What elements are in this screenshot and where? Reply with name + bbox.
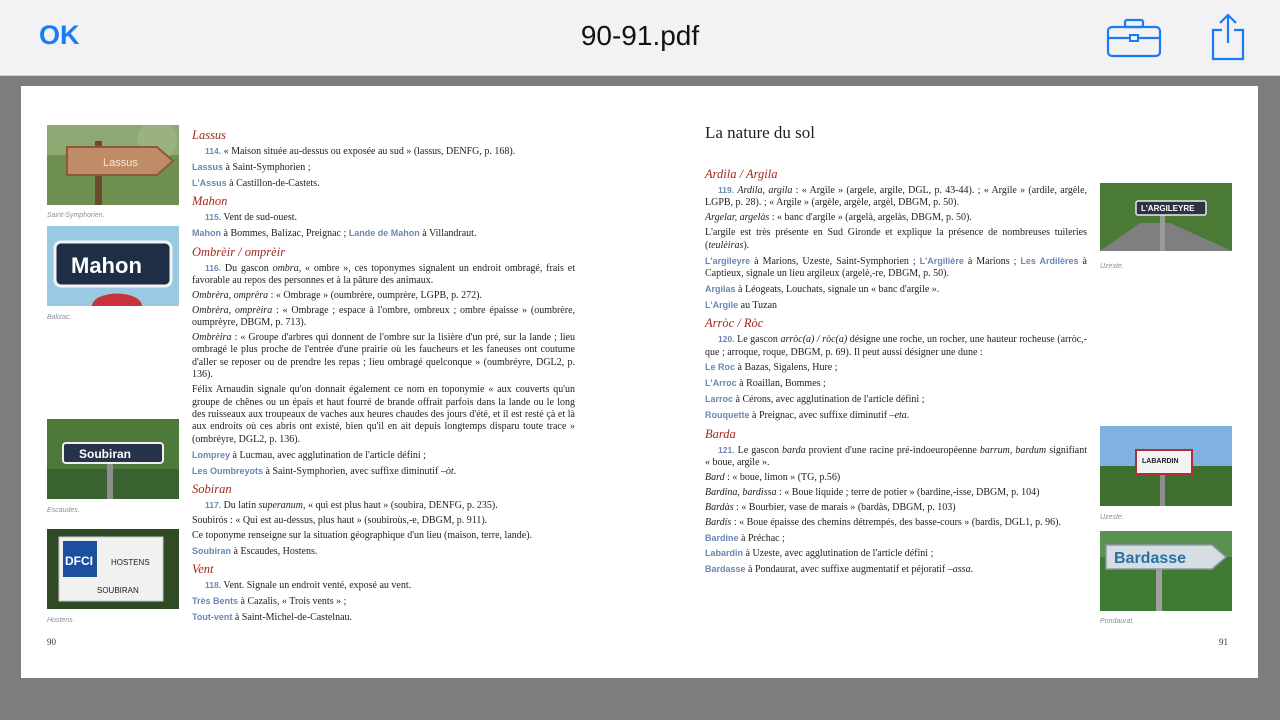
place-name: L'Argile [705,299,739,310]
entry-heading: Ombrèir / omprèir [192,244,286,259]
caption: Saint-Symphorien. [47,212,105,219]
place-name: Bardine [705,532,739,543]
entry-paragraph [192,177,575,190]
place-name: Rouquette [705,410,750,421]
page-number-left: 90 [47,637,56,647]
sign-text-lassus: Lassus [103,157,138,169]
photo-lassus-sign [47,125,179,205]
entry-paragraph [705,184,1087,210]
text-run: . [453,465,457,477]
entry-heading: Vent [192,562,214,577]
sign-text-mahon: Mahon [71,253,142,278]
entry-number: 118. [205,580,222,591]
text-run: Du gascon [221,262,273,274]
text-run: à Captieux, signale un lieu argileux (argelè,-re, DBGM, p. 50). [705,255,1087,279]
place-name: Tout-vent [192,611,233,622]
text-run: , « qui est plus haut » (soubira, DENFG, p. 235). [303,500,498,512]
text-run: Félix Arnaudin signale qu'on donnait également ce nom en toponymie « aux couverts qu'un groupe de chênes ou un épais et haut fourré de brande offrait parfois dans la lande ou le long des ruisseaux aux troupeaux de vaches aux heures chaudes des jours d'été, et il est resté çà et là aux endroits où ces abris ont existé, bien qu'il en ait depuis longtemps disparu toute trace » (ombréyre, DGL2, p. 136). [192,384,575,445]
entry-paragraph [705,487,1087,499]
text-run: Ombrèra, omprèira [192,304,273,316]
ok-button[interactable]: OK [39,20,80,50]
entry-heading: Ardila / Argila [705,167,778,181]
entry-paragraph [705,393,1087,406]
entry-paragraph [192,161,575,174]
text-run: à Uzeste, avec agglutination de l'article défini ; [743,548,934,560]
text-run: Ardila, argila [737,185,793,196]
entry-heading: Lassus [192,128,227,142]
place-name: Soubiran [192,545,232,556]
entry-paragraph [705,444,1087,470]
text-run: à Roaillan, Bommes ; [736,378,826,390]
entry-paragraph [192,611,575,624]
entry-paragraph [705,547,1087,560]
entry-paragraph [705,532,1087,545]
text-run: . [970,564,974,576]
place-name: Bardasse [705,564,746,575]
text-run: : « Bourbier, vase de marais » (bardàs, DBGM, p. 103) [733,501,956,513]
text-run: Ombrèra, omprèra [192,289,269,301]
left-text-column [192,124,575,627]
entry-paragraph [192,499,575,512]
text-run: Argelar, argelàs [705,212,770,224]
text-run: : « Argile » (argele, argile, DGL, p. 43-44). ; « Argile » (ardile, argèle, LGPB, p. 28). ; « Argile » (argèle, argèle, argèl, DBGM, p. 50). [705,185,1088,209]
entry-paragraph [705,502,1087,514]
place-name: Les Ardilères [1020,255,1079,266]
caption: Pondaurat. [1100,618,1135,625]
text-run: : « Ombrage ; espace à l'ombre, ombreux ; ombre épaisse » (oumbrère, oumprèyre, DBGM, p. 713). [192,304,576,329]
text-run: à Saint-Symphorien, avec suffixe diminutif [263,465,441,477]
entry-paragraph [192,290,575,302]
place-name: Très Bents [192,596,239,607]
text-run: à Marions, Uzeste, Saint-Symphorien ; [750,255,920,267]
text-run: : « boue, limon » (TG, p.56) [724,471,841,483]
text-run: « Maison située au-dessus ou exposée au sud » (lassus, DENFG, p. 168). [221,146,516,157]
text-run: à Cazalis, « Trois vents » ; [238,596,347,608]
entry-paragraph [192,530,575,542]
text-run: , « ombre », ces toponymes signalent un endroit ombragé, frais et favorable au repos des personnes et à la pâture des animaux. [192,262,575,286]
entry-heading: Sobiran [192,482,232,497]
text-run: . [906,410,910,422]
place-name: Mahon [192,228,221,239]
entry-paragraph [192,545,575,558]
text-run: Bardís [705,516,732,528]
text-run: Vent. Signale un endroit venté, exposé au vent. [221,580,412,592]
text-run: Le gascon [734,334,781,346]
place-name: L'Arroc [705,378,737,389]
caption: Escaudes. [47,507,80,514]
entry-paragraph [705,517,1087,529]
text-run: à Castillon-de-Castets. [226,177,320,189]
sign-text-bardasse: Bardasse [1114,550,1187,567]
sign-text-argileyre: L'ARGILEYRE [1141,204,1195,213]
text-run: à Villandraut. [419,228,477,240]
text-run: à Marions ; [963,255,1021,267]
entry-number: 115. [205,212,222,223]
caption: Uzeste. [1100,514,1124,521]
text-run: Vent de sud-ouest. [221,212,297,224]
text-run: Le gascon [734,444,783,456]
entry-paragraph [192,515,575,527]
pdf-spread[interactable] [21,86,1258,678]
text-run: au Tuzan [738,299,778,311]
entry-heading: Barda [705,426,736,441]
text-run: ). [743,239,750,251]
text-run: Bardàs [705,501,734,513]
text-run: à Bommes, Balizac, Preignac ; [221,228,349,240]
entry-paragraph [705,299,1087,312]
entry-paragraph [192,332,575,382]
text-run: Soubirós : « Qui est au-dessus, plus haut » (soubiroùs,-e, DBGM, p. 911). [192,514,488,526]
entry-paragraph [192,305,575,330]
text-run: –eta [889,410,907,422]
caption: Uzeste. [1100,263,1124,270]
text-run: Bard [705,471,725,483]
share-icon[interactable] [1210,12,1246,62]
sign-text-dfci: DFCI [65,554,93,568]
entry-paragraph [705,472,1087,484]
sign-text-hostens: HOSTENS [111,558,150,567]
entry-number: 117. [205,500,222,511]
entry-paragraph [705,212,1087,224]
text-run: ombra [272,262,299,274]
entry-heading: Arròc / Ròc [705,316,764,331]
text-run: à Cérons, avec agglutination de l'article défini ; [733,394,925,406]
entry-paragraph [192,579,575,592]
entry-paragraph [192,145,575,158]
place-name: L'Argilière [919,255,964,266]
text-run: désigne une roche, un rocher, une hauteur rocheuse (arròc,-que ; arroque, roque, DBGM, p. 69). Il peut aussi désigner une dune : [705,334,1087,358]
text-run: à Préchac ; [738,532,785,544]
toolbox-icon[interactable] [1106,18,1162,58]
entry-number: 119. [718,185,735,195]
entry-paragraph [705,563,1087,576]
toolbar [0,0,1280,76]
place-name: Lassus [192,161,224,172]
place-name: Les Oumbreyots [192,465,264,476]
place-name: Lomprey [192,449,231,460]
place-name: L'argileyre [705,255,751,266]
text-run: à Bazas, Sigalens, Hure ; [735,362,838,374]
text-run: à Preignac, avec suffixe diminutif [749,410,890,422]
entry-number: 121. [718,444,735,455]
entry-number: 120. [718,334,735,345]
caption: Hostens. [47,617,75,624]
entry-paragraph [192,384,575,446]
text-run: Ce toponyme renseigne sur la situation géographique d'un lieu (maison, terre, lande). [192,529,533,541]
text-run: Ombrèira [192,332,232,344]
entry-paragraph [705,377,1087,390]
place-name: L'Assus [192,177,227,188]
photo-labardin-sign [1100,426,1232,506]
text-run: teulèiras [708,239,744,251]
text-run: signifiant « boue, argile ». [705,444,1087,468]
entry-paragraph [192,465,575,478]
entry-paragraph [705,361,1087,374]
entry-paragraph [192,449,575,462]
place-name: Lande de Mahon [348,228,420,239]
text-run: –assa [947,564,971,576]
text-run: à Escaudes, Hostens. [231,545,318,557]
text-run: : « Boue liquide ; terre de potier » (bardine,-isse, DBGM, p. 104) [776,486,1040,498]
photo-mahon-sign [47,226,179,306]
photo-soubiran-sign [47,419,179,499]
photo-bardasse-sign [1100,531,1232,611]
entry-heading: Mahon [192,194,228,209]
right-text-column [705,163,1087,579]
entry-paragraph [192,262,575,288]
entry-paragraph [192,211,575,224]
text-run: Bardina, bardissa [705,486,777,498]
text-run: : « Groupe d'arbres qui donnent de l'ombre sur la lisière d'un pré, sur la lande ; lieu ombragé le plus proche de l'entrée d'une prairie où les faucheurs et les faneuses ont coutume d'aller se reposer ou de prendre les repas ; lieu ombragé quelconque » (oumbréyre, DGL2, p. 136). [192,332,575,381]
photo-argileyre-sign [1100,183,1232,251]
text-run: Du latin [221,500,259,512]
text-run: à Saint-Michel-de-Castelnau. [232,611,353,623]
section-title: La nature du sol [705,123,815,142]
sign-text-labardin: LABARDIN [1142,458,1179,465]
place-name: Labardin [705,548,744,559]
photo-hostens-sign [47,529,179,609]
entry-paragraph [705,333,1087,359]
sign-text-soubiran-2: SOUBIRAN [97,586,139,595]
text-run: à Pondaurat, avec suffixe augmentatif et péjoratif [745,564,948,576]
entry-number: 114. [205,146,222,156]
text-run: provient d'une racine pré-indoeuropéenne [805,444,980,456]
text-run: arròc(a) / ròc(a) [780,334,848,346]
text-run: à Léogeats, Louchats, signale un « banc d'argile ». [735,283,940,295]
entry-paragraph [192,595,575,608]
entry-number: 116. [205,262,222,273]
entry-paragraph [705,227,1087,252]
text-run: à Saint-Symphorien ; [223,161,311,173]
entry-paragraph [705,409,1087,422]
text-run: : « Ombrage » (oumbrère, oumprère, LGPB, p. 272). [268,289,482,301]
place-name: Larroc [705,394,734,405]
entry-paragraph [192,227,575,240]
text-run: L'argile est très présente en Sud Gironde et explique la présence de nombreuses tuileries ( [705,227,1087,251]
sign-text-soubiran: Soubiran [79,447,132,461]
document-title: 90-91.pdf [580,20,700,51]
text-run: barda [782,444,806,456]
caption: Balizac. [47,314,72,321]
text-run: à Lucmau, avec agglutination de l'article défini ; [230,449,426,461]
page-number-right: 91 [1219,637,1228,647]
text-run: : « Boue épaisse des chemins détrempés, des basse-cours » (bardis, DGL1, p. 96). [731,516,1061,528]
text-run: barrum, bardum [979,444,1047,456]
place-name: Argilas [705,283,736,294]
text-run: superanum [258,500,304,512]
entry-paragraph [705,255,1087,281]
entry-paragraph [705,283,1087,296]
text-run: –òt [440,465,454,477]
text-run: : « banc d'argile » (argelà, argelàs, DBGM, p. 50). [769,212,972,224]
place-name: Le Roc [705,362,736,373]
